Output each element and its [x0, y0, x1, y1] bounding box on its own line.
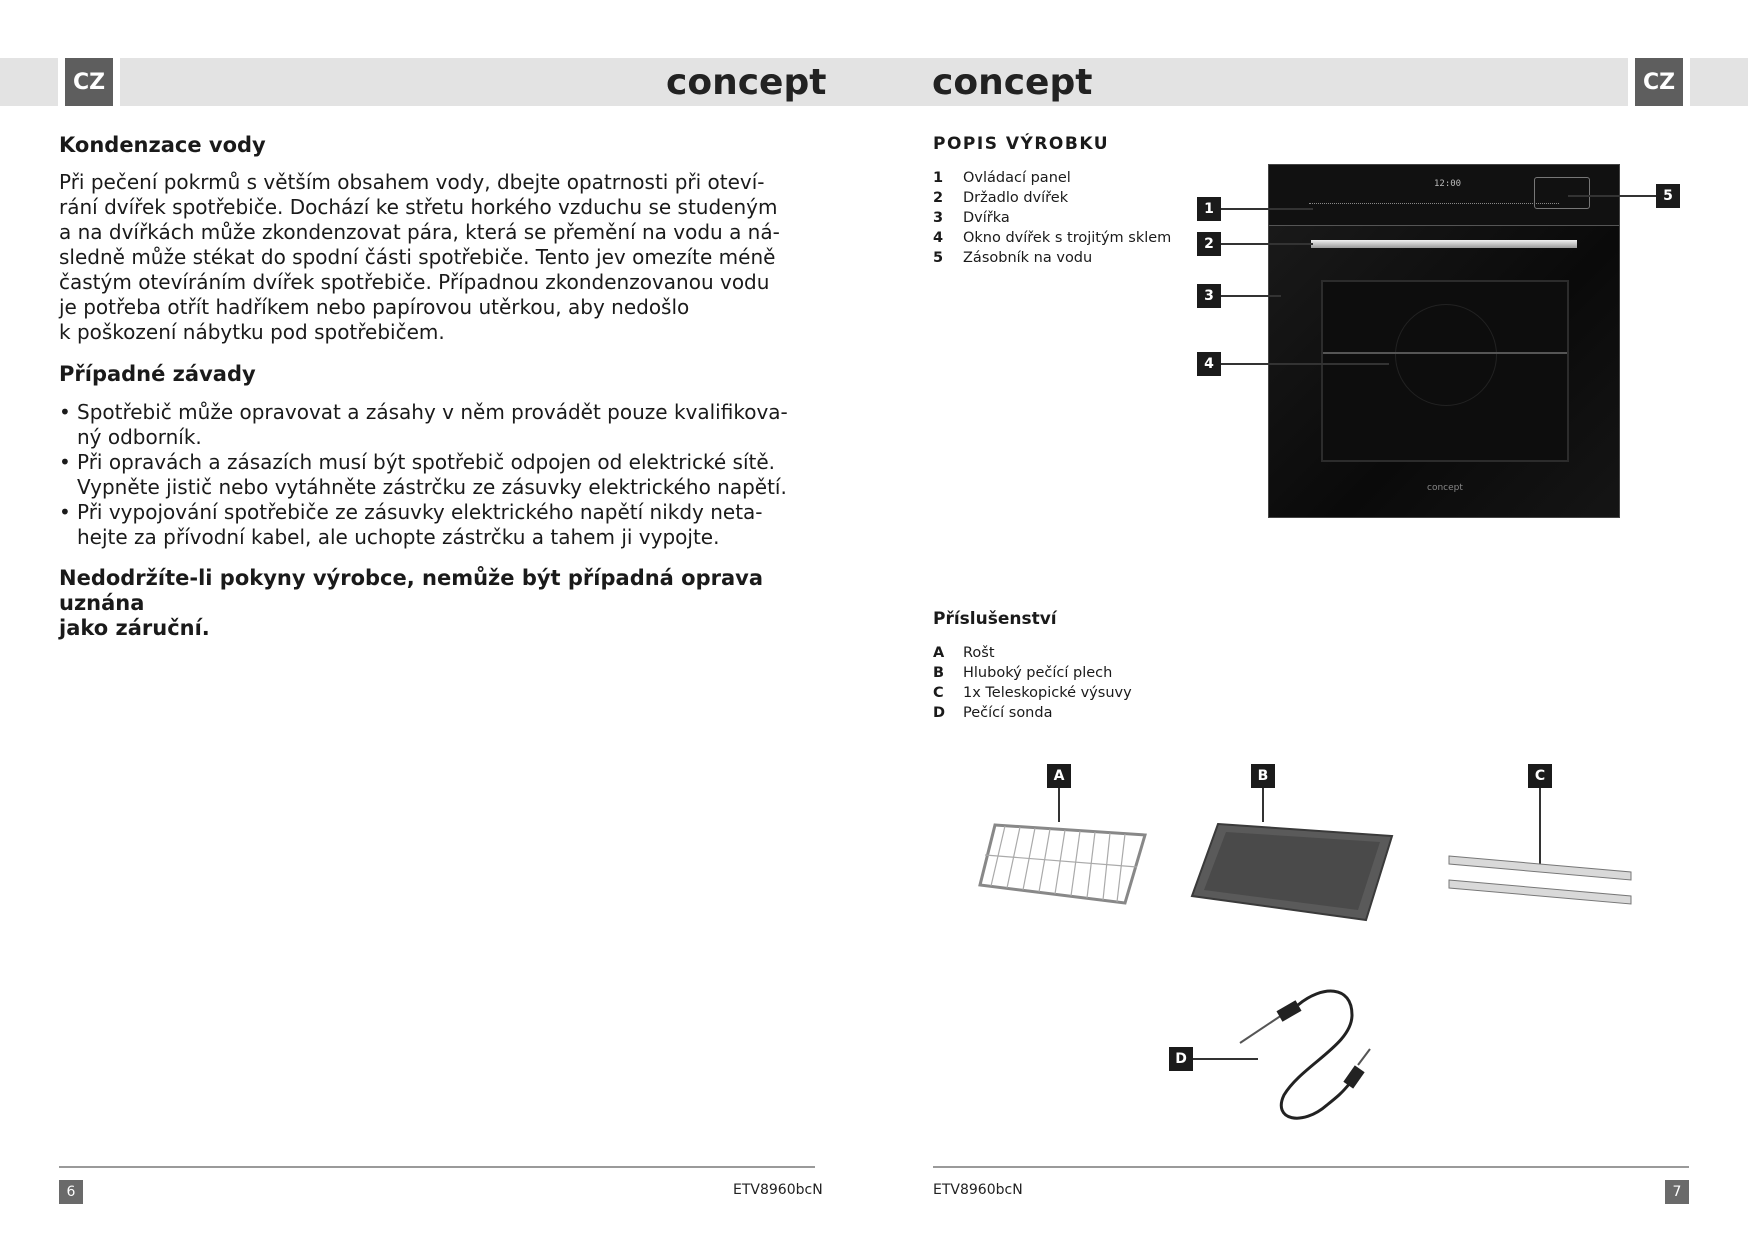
paragraph-line: častým otevíráním dvířek spotřebiče. Případnou zkondenzovanou vodu — [59, 270, 770, 294]
oven-illustration — [1268, 164, 1620, 518]
list-item — [59, 500, 829, 550]
paragraph-line: je potřeba otřít hadříkem nebo papírovou utěrkou, aby nedošlo — [59, 295, 690, 319]
part-label: Okno dvířek s trojitým sklem — [963, 230, 1172, 246]
product-parts-list — [933, 168, 1173, 268]
oven-rack-rail — [1323, 352, 1567, 354]
oven-brand-mark: concept — [1427, 483, 1463, 493]
accessory-label: 1x Teleskopické výsuvy — [963, 685, 1132, 701]
footer-divider-right — [933, 1166, 1689, 1168]
accessories-heading: Příslušenství — [933, 609, 1057, 629]
model-number-left: ETV8960bcN — [733, 1182, 823, 1198]
condensation-paragraph — [59, 170, 819, 345]
header-bar-left-edge — [0, 58, 58, 106]
bullet-line: Vypněte jistič nebo vytáhněte zástrčku ze zásuvky elektrického napětí. — [77, 475, 787, 499]
paragraph-line: Při pečení pokrmů s větším obsahem vody, dbejte opatrnosti při oteví- — [59, 170, 765, 194]
header-bar-center — [120, 58, 1628, 106]
telescopic-rails-image — [1445, 850, 1635, 912]
brand-logo-right: concept — [932, 61, 1093, 103]
callout-D: D — [1169, 1047, 1193, 1071]
paragraph-line: k poškození nábytku pod spotřebičem. — [59, 320, 445, 344]
product-heading: POPIS VÝROBKU — [933, 134, 1110, 154]
callout-1: 1 — [1197, 197, 1221, 221]
callout-4: 4 — [1197, 352, 1221, 376]
part-number: 5 — [933, 250, 944, 266]
accessory-letter: D — [933, 705, 946, 721]
page-number-right: 7 — [1665, 1180, 1689, 1204]
list-item — [933, 663, 1193, 683]
baking-tray-image — [1188, 818, 1396, 924]
accessory-label: Rošt — [963, 645, 995, 661]
wire-rack-image — [975, 815, 1155, 910]
warning-line: jako záruční. — [59, 616, 210, 640]
warranty-warning — [59, 566, 839, 641]
list-item — [933, 643, 1193, 663]
door-window — [1321, 280, 1569, 462]
header-bar-right-edge — [1690, 58, 1748, 106]
accessory-label: Hluboký pečící plech — [963, 665, 1113, 681]
callout-line-1 — [1221, 208, 1313, 210]
paragraph-line: sledně může stékat do spodní části spotřebiče. Tento jev omezíte méně — [59, 245, 776, 269]
faults-heading: Případné závady — [59, 362, 256, 386]
list-item — [59, 450, 829, 500]
list-item — [933, 228, 1173, 248]
callout-line-B — [1262, 788, 1264, 822]
accessory-letter: A — [933, 645, 945, 661]
paragraph-line: rání dvířek spotřebiče. Dochází ke střetu horkého vzduchu se studeným — [59, 195, 778, 219]
callout-3: 3 — [1197, 284, 1221, 308]
bullet-line: • Spotřebič může opravovat a zásahy v něm provádět pouze kvalifikova- — [77, 400, 788, 424]
footer-divider-left — [59, 1166, 815, 1168]
paragraph-line: a na dvířkách může zkondenzovat pára, která se přemění na vodu a ná- — [59, 220, 780, 244]
bullet-line: hejte za přívodní kabel, ale uchopte zástrčku a tahem ji vypojte. — [77, 525, 720, 549]
accessory-letter: C — [933, 685, 944, 701]
oven-fan-outline — [1395, 304, 1497, 406]
callout-B: B — [1251, 764, 1275, 788]
page-number-left: 6 — [59, 1180, 83, 1204]
part-number: 2 — [933, 190, 944, 206]
part-number: 4 — [933, 230, 944, 246]
accessory-letter: B — [933, 665, 945, 681]
model-number-right: ETV8960bcN — [933, 1182, 1023, 1198]
oven-display-time: 12:00 — [1434, 179, 1462, 189]
control-dots — [1309, 203, 1559, 205]
door-handle — [1311, 240, 1577, 248]
list-item — [933, 188, 1173, 208]
part-label: Ovládací panel — [963, 170, 1071, 186]
callout-C: C — [1528, 764, 1552, 788]
bullet-line: • Při opravách a zásazích musí být spotřebič odpojen od elektrické sítě. — [77, 450, 776, 474]
list-item — [933, 248, 1173, 268]
part-label: Dvířka — [963, 210, 1010, 226]
list-item — [933, 208, 1173, 228]
water-tank — [1534, 177, 1590, 209]
list-item — [933, 683, 1193, 703]
list-item — [59, 400, 829, 450]
callout-line-4 — [1221, 363, 1389, 365]
part-label: Zásobník na vodu — [963, 250, 1093, 266]
callout-5: 5 — [1656, 184, 1680, 208]
list-item — [933, 703, 1193, 723]
warning-line: Nedodržíte-li pokyny výrobce, nemůže být případná oprava uznána — [59, 566, 764, 615]
callout-A: A — [1047, 764, 1071, 788]
meat-probe-image — [1232, 985, 1392, 1130]
bullet-line: • Při vypojování spotřebiče ze zásuvky elektrického napětí nikdy neta- — [77, 500, 763, 524]
callout-line-5 — [1568, 195, 1656, 197]
condensation-heading: Kondenzace vody — [59, 133, 266, 157]
callout-line-3 — [1221, 295, 1281, 297]
faults-list — [59, 400, 829, 550]
part-number: 1 — [933, 170, 944, 186]
accessories-list — [933, 643, 1193, 723]
part-number: 3 — [933, 210, 944, 226]
language-badge-left: CZ — [65, 58, 113, 106]
callout-line-2 — [1221, 243, 1313, 245]
list-item — [933, 168, 1173, 188]
part-label: Držadlo dvířek — [963, 190, 1069, 206]
language-badge-right: CZ — [1635, 58, 1683, 106]
brand-logo-left: concept — [666, 61, 827, 103]
bullet-line: ný odborník. — [77, 425, 202, 449]
callout-2: 2 — [1197, 232, 1221, 256]
accessory-label: Pečící sonda — [963, 705, 1053, 721]
